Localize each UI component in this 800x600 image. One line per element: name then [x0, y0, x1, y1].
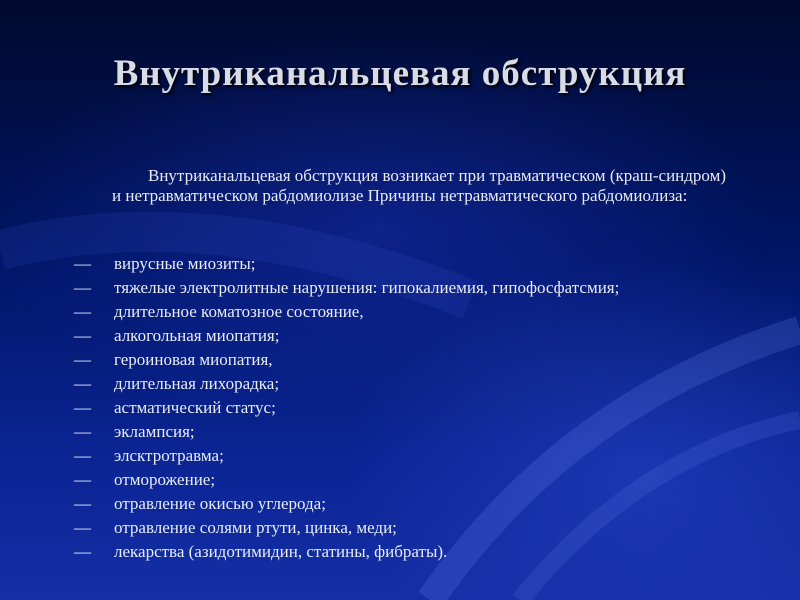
list-item — [74, 470, 714, 490]
list-item — [74, 446, 714, 466]
dash-marker: — — [74, 422, 91, 441]
list-item-text: отморожение; — [114, 470, 216, 489]
list-item — [74, 278, 714, 298]
dash-marker: — — [74, 542, 91, 561]
causes-list — [74, 254, 714, 566]
dash-marker: — — [74, 398, 91, 417]
dash-marker: — — [74, 470, 91, 489]
list-item-text: эклампсия; — [114, 422, 195, 441]
dash-marker: — — [74, 446, 91, 465]
list-item-text: отравление солями ртути, цинка, меди; — [114, 518, 397, 537]
dash-marker: — — [74, 278, 91, 297]
list-item-text: длительное коматозное состояние, — [114, 302, 364, 321]
list-item — [74, 326, 714, 346]
list-item-text: лекарства (азидотимидин, статины, фибраты). — [114, 542, 448, 561]
list-item-text: отравление окисью углерода; — [114, 494, 326, 513]
list-item-text: астматический статус; — [114, 398, 276, 417]
list-item — [74, 494, 714, 514]
list-item — [74, 374, 714, 394]
dash-marker: — — [74, 350, 91, 369]
dash-marker: — — [74, 302, 91, 321]
dash-marker: — — [74, 326, 91, 345]
slide-title: Внутриканальцевая обструкция — [113, 53, 687, 94]
list-item — [74, 518, 714, 538]
list-item — [74, 422, 714, 442]
list-item — [74, 254, 714, 274]
list-item-text: длительная лихорадка; — [114, 374, 280, 393]
list-item — [74, 302, 714, 322]
list-item — [74, 398, 714, 418]
dash-marker: — — [74, 494, 91, 513]
list-item-text: тяжелые электролитные нарушения: гипокалиемия, гипофосфатсмия; — [114, 278, 620, 297]
dash-marker: — — [74, 518, 91, 537]
dash-marker: — — [74, 254, 91, 273]
list-item-text: элсктротравма; — [114, 446, 224, 465]
list-item-text: героиновая миопатия, — [114, 350, 273, 369]
list-item-text: алкогольная миопатия; — [114, 326, 280, 345]
intro-paragraph: Внутриканальцевая обструкция возникает при травматическом (краш-синдром) и нетравматическом рабдомиолизе Причины нетравматического рабдомиолиза: — [112, 166, 727, 205]
list-item — [74, 542, 714, 562]
list-item-text: вирусные миозиты; — [114, 254, 256, 273]
dash-marker: — — [74, 374, 91, 393]
list-item — [74, 350, 714, 370]
